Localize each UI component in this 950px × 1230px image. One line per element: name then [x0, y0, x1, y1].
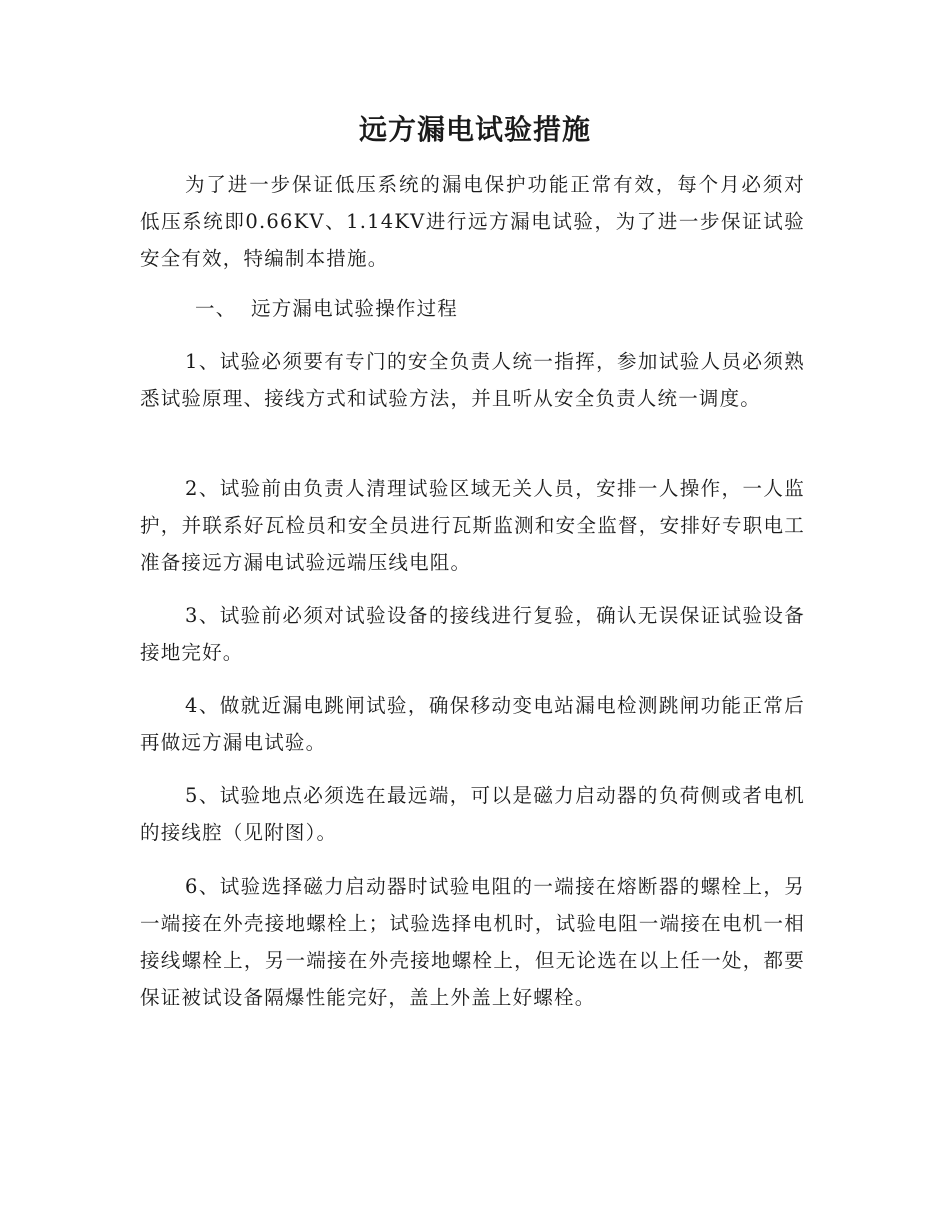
item-paragraph-4: 4、做就近漏电跳闸试验，确保移动变电站漏电检测跳闸功能正常后再做远方漏电试验。: [140, 694, 805, 754]
item-paragraph-2: 2、试验前由负责人清理试验区域无关人员，安排一人操作，一人监护，并联系好瓦检员和安全员进行瓦斯监测和安全监督，安排好专职电工准备接远方漏电试验远端压线电阻。: [140, 477, 805, 574]
item-paragraph-6: 6、试验选择磁力启动器时试验电阻的一端接在熔断器的螺栓上，另一端接在外壳接地螺栓上；试验选择电机时，试验电阻一端接在电机一相接线螺栓上，另一端接在外壳接地螺栓上，但无论选在以上任一处，都要保证被试设备隔爆性能完好，盖上外盖上好螺栓。: [140, 875, 805, 1009]
intro-paragraph: 为了进一步保证低压系统的漏电保护功能正常有效，每个月必须对低压系统即0.66KV、1.14KV进行远方漏电试验，为了进一步保证试验安全有效，特编制本措施。: [140, 173, 805, 270]
section-heading: [195, 290, 795, 327]
item-paragraph-3: 3、试验前必须对试验设备的接线进行复验，确认无误保证试验设备接地完好。: [140, 604, 805, 664]
item-paragraph-5: 5、试验地点必须选在最远端，可以是磁力启动器的负荷侧或者电机的接线腔（见附图）。: [140, 784, 805, 844]
item-paragraph-1: 1、试验必须要有专门的安全负责人统一指挥，参加试验人员必须熟悉试验原理、接线方式和试验方法，并且听从安全负责人统一调度。: [140, 350, 805, 410]
section-title: 远方漏电试验操作过程: [251, 297, 459, 320]
document-title: 远方漏电试验措施: [358, 113, 591, 146]
section-number: 一、: [195, 297, 237, 320]
